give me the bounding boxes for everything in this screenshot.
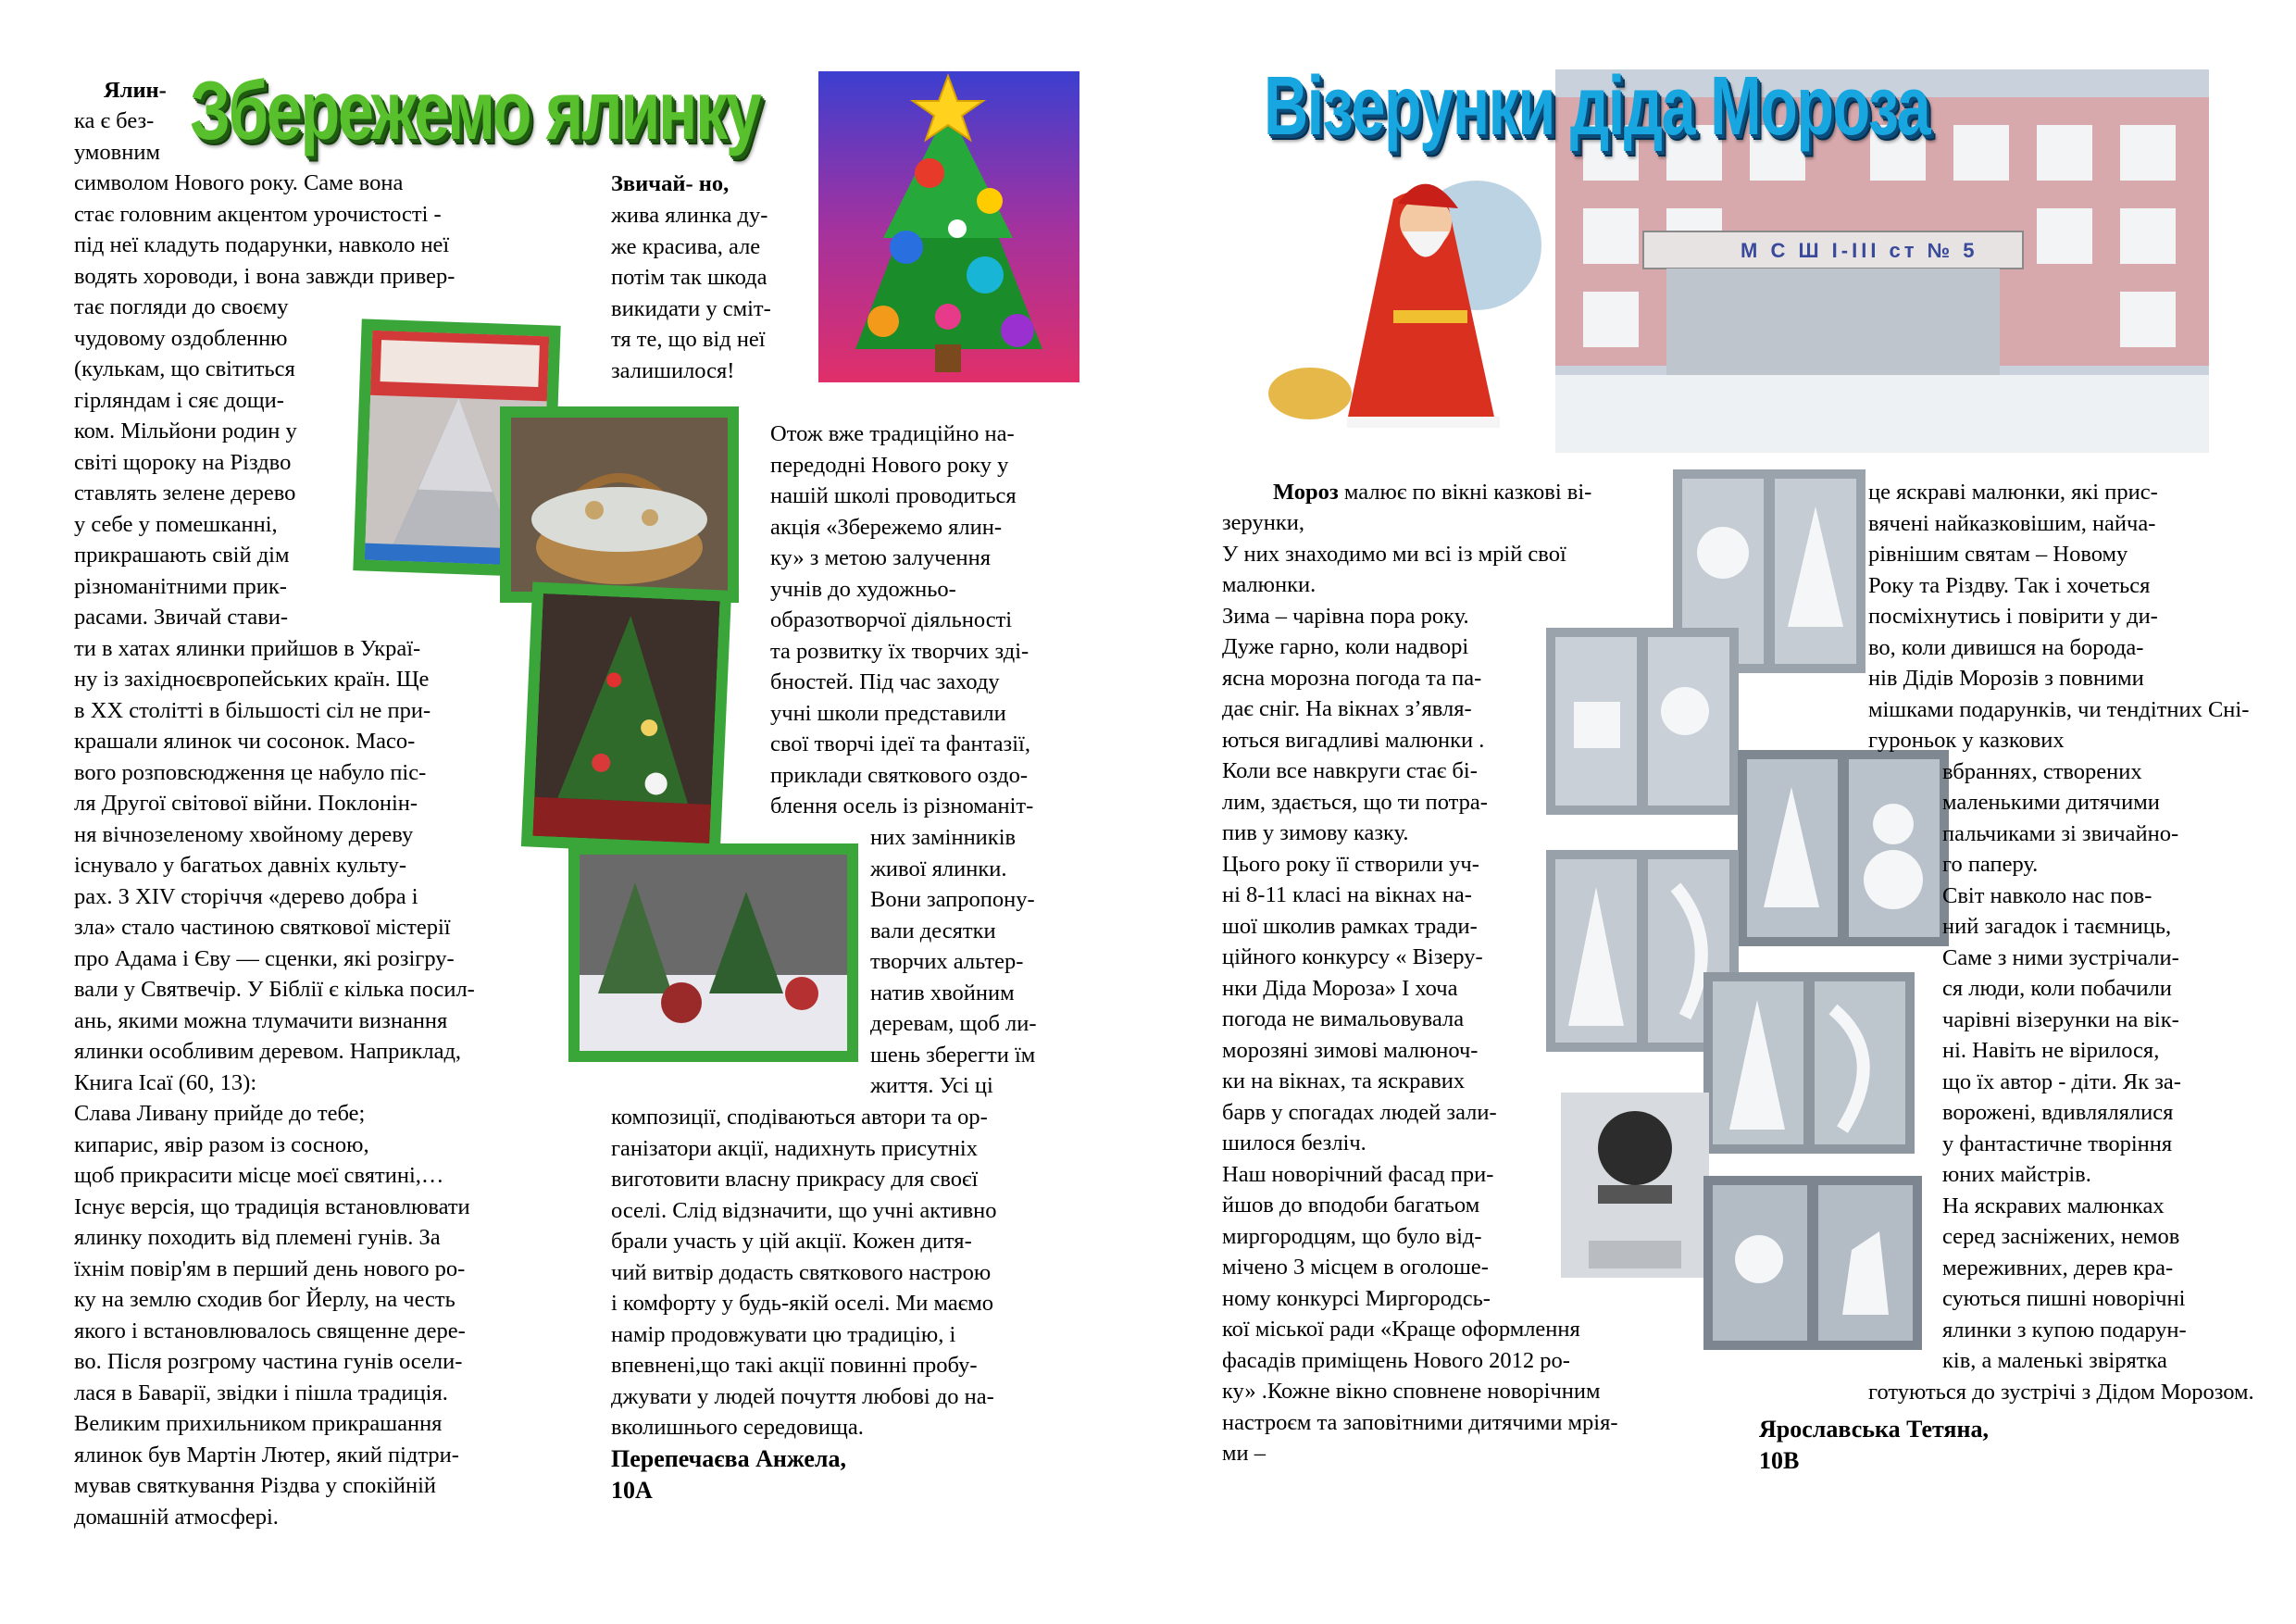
text-line: якого і встановлювалось священне дере- [74,1318,466,1343]
text-line: приклади святкового оздо- [770,762,1029,788]
text-line: готуються до зустрічі з Дідом Морозом. [1868,1379,2254,1405]
text-line: ком. Мільйони родин у [74,418,297,443]
text-line: про Адама і Єву — сценки, які розігру- [74,945,455,971]
text-line: тя те, що від неї [611,327,766,352]
text-line: це яскраві малюнки, які прис- [1868,480,2158,505]
santa-clipart [1264,144,1565,440]
text-line: юних майстрів. [1942,1162,2091,1187]
text-line: щоб прикрасити місце моєї святині,… [74,1163,444,1188]
text-line: учнів до художньо- [770,576,956,602]
right-signature [1759,1414,1989,1476]
text-line: творчих альтер- [870,949,1024,974]
text-line: їхнім повір'ям в перший день нового ро- [74,1255,466,1281]
text-line: ня вічнозеленому хвойному дереву [74,821,414,847]
text-line: малюнки. [1222,572,1316,597]
text-line: ні. Навіть не вірилося, [1942,1038,2160,1063]
text-line: чарівні візерунки на вік- [1942,1006,2179,1032]
text-line: учні школи представили [770,700,1006,726]
text-line: натив хвойним [870,980,1015,1006]
text-line: ялинки особливим деревом. Наприклад, [74,1039,462,1064]
text-line: мереживних, дерев кра- [1942,1255,2174,1280]
text-line: На яскравих малюнках [1942,1193,2165,1218]
text-line: зерунки, [1222,510,1304,535]
text-line: Саме з ними зустрічали- [1942,944,2179,970]
text-line: ля Другої світової війни. Поклонін- [74,791,418,816]
text-line: лася в Баварії, звідки і пішла традиція. [74,1380,448,1405]
text-line: Року та Різдву. Так і хочеться [1868,572,2151,598]
text-line: ку на землю сходив бог Йерлу, на честь [74,1287,455,1312]
text-line: домашній атмосфері. [74,1504,279,1530]
text-line: тає погляди до своєму [74,294,289,319]
text-line: потім так шкода [611,265,767,290]
text-line: нашій школі проводиться [770,483,1017,508]
text-line: умовним [74,139,160,165]
text-line: і комфорту у будь-якій оселі. Ми маємо [611,1291,994,1316]
text-line: у фантастичне творіння [1942,1131,2173,1156]
text-line: ставлять зелене дерево [74,481,296,506]
text-line: настроєм та заповітними дитячими мрія- [1222,1409,1618,1435]
text-line: ку» .Кожне вікно сповнене новорічним [1222,1379,1601,1404]
text-line: Великим прихильником прикрашання [74,1411,443,1436]
text-line: пальчиками зі звичайно- [1942,820,2179,846]
text-line: погода не вимальовувала [1222,1006,1465,1031]
text-line: ялинок був Мартін Лютер, який підтри- [74,1442,459,1468]
text-line: вали десятки [870,918,996,943]
photo-basket-frame [500,406,739,603]
photo-small-tree-frame [521,581,731,855]
text-line: образотворчої діяльності [770,607,1013,632]
text-line: залишилося! [611,357,735,383]
text-line: йшов до вподоби багатьом [1222,1193,1480,1218]
left-signature-name: Перепечаєва Анжела, [611,1445,846,1472]
text-line: морозяні зимові малюноч- [1222,1037,1479,1063]
text-line: брали участь у цій акції. Кожен дитя- [611,1229,972,1254]
text-line: ні 8-11 класі на вікнах на- [1222,882,1472,907]
school-sign: М С Ш І-ІІІ ст № 5 [1741,239,1978,262]
text-line: вбраннях, створених [1942,758,2142,784]
text-line: ки на вікнах, та яскравих [1222,1068,1466,1093]
left-column-2-bottom-text [611,1102,997,1443]
text-line: життя. Усі ці [870,1073,993,1098]
text-line: символом Нового року. Саме вона [74,170,404,195]
text-line: Світ навколо нас пов- [1942,882,2152,908]
text-line: рах. З XIV сторіччя «дерево добра і [74,883,418,909]
right-lead-bold: Мороз [1273,480,1339,505]
text-line: прикрашають свій дім [74,543,290,568]
text-line: го паперу. [1942,852,2039,877]
text-line: кипарис, явір разом із сосною, [74,1131,369,1157]
text-line: Існує версія, що традиція встановлювати [74,1193,470,1219]
text-line: ються вигадливі малюнки . [1222,727,1485,753]
left-column-2-lead: Звичай- но, [611,171,730,196]
text-line: ти в хатах ялинки прийшов в Украї- [74,635,421,661]
text-line: нки Діда Мороза» І хоча [1222,975,1458,1001]
text-line: зла» стало частиною святкової містерії [74,915,451,940]
right-signature-name: Ярославська Тетяна, [1759,1416,1989,1443]
text-line: мічено 3 місцем в оголоше- [1222,1255,1489,1280]
text-line: ків, а маленькі звірятка [1942,1348,2167,1373]
text-line: свої творчі ідеї та фантазії, [770,731,1030,756]
left-column-2-middle-text [770,418,1033,822]
text-line: шої школив рамках тради- [1222,913,1478,939]
text-line: існувало у багатьох давніх культу- [74,853,407,878]
right-column-1-lead [1273,477,1591,508]
text-line: шилося безліч. [1222,1131,1366,1156]
christmas-tree-clipart [818,71,1079,382]
text-line: Коли все навкруги стає бі- [1222,758,1478,783]
text-line: вого розповсюдження це набуло піс- [74,759,427,785]
text-line: передодні Нового року у [770,452,1009,478]
text-line: ялинку походить від племені гунів. За [74,1225,441,1250]
text-line: Цього року її створили уч- [1222,851,1479,877]
text-line: вячені найказковішим, найча- [1868,510,2156,536]
text-line: суються пишні новорічні [1942,1286,2186,1311]
text-line: них замінників [870,825,1017,850]
text-line: ний загадок і таємниць, [1942,914,2172,939]
right-signature-class: 10В [1759,1446,1800,1474]
text-line: во, коли дивишся на борода- [1868,634,2144,660]
left-intro-word: Ялин- [104,78,167,103]
text-line: кої міської ради «Краще оформлення [1222,1317,1580,1342]
text-line: Наш новорічний фасад при- [1222,1161,1494,1187]
text-line: водять хороводи, і вона завжди привер- [74,263,455,289]
text-line: ясна морозна погода та па- [1222,665,1482,691]
text-line: ційного конкурсу « Візеру- [1222,944,1483,969]
right-page-title: Візерунки діда Мороза [1264,60,1930,153]
text-line: миргородцям, що було від- [1222,1223,1482,1249]
text-line: Слава Ливану прийде до тебе; [74,1101,366,1126]
text-line: викидати у сміт- [611,295,771,321]
text-line: расами. Звичай стави- [74,605,289,630]
text-line: під неї кладуть подарунки, навколо неї [74,232,450,257]
text-line: барв у спогадах людей зали- [1222,1099,1497,1125]
text-line: мішками подарунків, чи тендітних Сні- [1868,696,2250,722]
photo-table-display-frame [568,843,858,1062]
left-page-title: Збережемо ялинку [190,65,760,157]
text-line: що їх автор - діти. Як за- [1942,1068,2181,1094]
text-line: ному конкурсі Миргородсь- [1222,1285,1491,1311]
text-line: та розвитку їх творчих зді- [770,638,1029,664]
text-line: у себе у помешканні, [74,511,278,537]
text-line: ну із західноєвропейських країн. Ще [74,667,430,692]
text-line: посміхнутись і повірити у ди- [1868,604,2158,629]
text-line: деревам, щоб ли- [870,1011,1037,1036]
text-line: фасадів приміщень Нового 2012 ро- [1222,1347,1570,1373]
text-line: У них знаходимо ми всі із мрій свої [1222,541,1566,567]
text-line: крашали ялинок чи сосонок. Масо- [74,729,416,754]
text-line: мував святкування Різдва у спокійній [74,1473,437,1498]
text-line: джувати у людей почуття любові до на- [611,1383,994,1409]
text-line: Вони запропону- [870,887,1035,912]
text-line: маленькими дитячими [1942,790,2160,815]
left-column-1-text [74,106,475,1532]
text-line: оселі. Слід відзначити, що учні активно [611,1197,997,1223]
text-line: ми – [1222,1441,1266,1466]
text-line: жива ялинка ду- [611,203,768,228]
text-line: же красива, але [611,233,761,259]
left-signature [611,1443,846,1505]
text-line: дає сніг. На вікнах з’явля- [1222,696,1472,721]
text-line: акція «Збережемо ялин- [770,514,1002,540]
text-line: нів Дідів Морозів з повними [1868,666,2144,691]
text-line: композиції, сподіваються автори та ор- [611,1105,988,1130]
left-signature-class: 10А [611,1476,653,1504]
text-line: чий витвір додасть святкового настрою [611,1259,992,1285]
text-line: рівнішим святам – Новому [1868,542,2128,567]
text-line: чудовому оздобленню [74,325,288,351]
text-line: ка є без- [74,108,155,133]
text-line: шень зберегти їм [870,1042,1036,1068]
text-line: вали у Святвечір. У Біблії є кілька посил- [74,977,475,1002]
text-line: во. Після розгрому частина гунів осели- [74,1349,463,1374]
text-line: різноманітними прик- [74,573,287,599]
text-line: гірляндам і сяє дощи- [74,387,284,413]
text-line: серед засніжених, немов [1942,1224,2180,1249]
right-column-1-text [1222,507,1618,1469]
text-line: Книга Ісаї (60, 13): [74,1069,257,1095]
text-line: в XX столітті в більшості сіл не при- [74,697,431,723]
text-line: виготовити власну прикрасу для своєї [611,1167,979,1192]
text-line: живої ялинки. [870,856,1007,881]
text-line: (кулькам, що світиться [74,356,295,381]
text-line: впевнені,що такі акції повинні пробу- [611,1353,978,1378]
text-line: блення осель із різноманіт- [770,793,1034,818]
text-line: намір продовжувати цю традицію, і [611,1321,956,1347]
text-line: лим, здається, що ти потра- [1222,789,1488,815]
text-line: пив у зимову казку. [1222,820,1409,845]
text-line: ганізатори акції, надихнуть присутніх [611,1135,978,1161]
text-line: ань, якими можна тлумачити визнання [74,1007,448,1033]
right-column-2-text [1868,477,2254,1407]
text-line: бностей. Під час заходу [770,669,1000,694]
left-column-2-narrow-text [870,822,1037,1102]
text-line: світі щороку на Різдво [74,449,292,475]
text-line: ку» з метою залучення [770,545,991,570]
text-line: гуроньок у казкових [1868,728,2065,753]
right-lead-rest: малює по вікні казкові ві- [1338,480,1592,505]
text-line: Дуже гарно, коли надворі [1222,634,1469,659]
text-line: ся люди, коли побачили [1942,976,2172,1001]
text-line: Зима – чарівна пора року. [1222,603,1469,629]
text-line: ворожені, вдивлялялися [1942,1100,2174,1125]
left-column-2-top-text [611,200,771,386]
text-line: вколишнього середовища. [611,1415,864,1440]
text-line: стає головним акцентом урочистості - [74,201,442,227]
text-line: Отож вже традиційно на- [770,421,1015,446]
text-line: ялинки з купою подарун- [1942,1317,2187,1343]
